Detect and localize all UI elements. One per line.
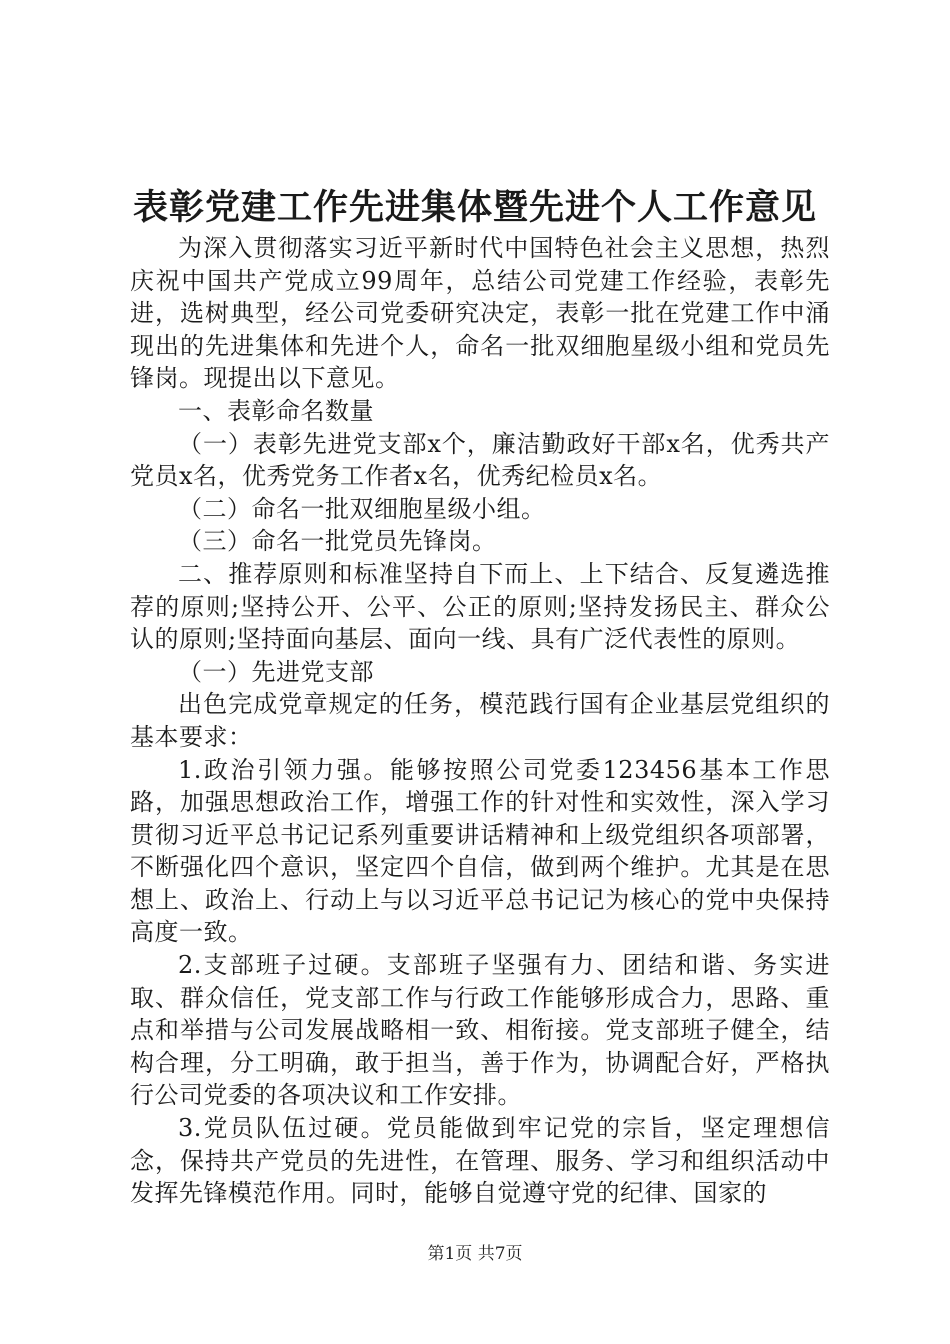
- list-item-3: （三）命名一批党员先锋岗。: [178, 527, 497, 556]
- intro-paragraph: 为深入贯彻落实习近平新时代中国特色社会主义思想，热烈庆祝中国共产党成立99周年，总结公司党建工作经验，表彰先进，选树典型，经公司党委研究决定，表彰一批在党建工作中涌现出的先进集体和先进个人，命名一批双细胞星级小组和党员先锋岗。现提出以下意见。: [130, 234, 830, 393]
- numbered-item-3: 3.党员队伍过硬。党员能做到牢记党的宗旨，坚定理想信念，保持共产党员的先进性，在管理、服务、学习和组织活动中发挥先锋模范作用。同时，能够自觉遵守党的纪律、国家的: [130, 1114, 830, 1208]
- document-title: 表彰党建工作先进集体暨先进个人工作意见: [132, 187, 817, 228]
- section-heading-2: 二、推荐原则和标准坚持自下而上、上下结合、反复遴选推荐的原则;坚持公开、公平、公正的原则;坚持发扬民主、群众公认的原则;坚持面向基层、面向一线、具有广泛代表性的原则。: [130, 559, 830, 654]
- numbered-item-1: 1.政治引领力强。能够按照公司党委123456基本工作思路，加强思想政治工作，增强工作的针对性和实效性，深入学习贯彻习近平总书记记系列重要讲话精神和上级党组织各项部署，不断强化四个意识，坚定四个自信，做到两个维护。尤其是在思想上、政治上、行动上与以习近平总书记记为核心的党中央保持高度一致。: [130, 755, 830, 947]
- document-body: [130, 232, 830, 1210]
- section-heading-1: 一、表彰命名数量: [178, 396, 374, 425]
- subsection-heading: （一）先进党支部: [178, 657, 374, 686]
- page-footer: 第1页 共7页: [427, 1244, 523, 1264]
- numbered-item-2: 2.支部班子过硬。支部班子坚强有力、团结和谐、务实进取、群众信任，党支部工作与行政工作能够形成合力，思路、重点和举措与公司发展战略相一致、相衔接。党支部班子健全，结构合理，分工明确，敢于担当，善于作为，协调配合好，严格执行公司党委的各项决议和工作安排。: [130, 951, 830, 1110]
- paragraph: 出色完成党章规定的任务，模范践行国有企业基层党组织的基本要求：: [130, 690, 830, 751]
- list-item-1: （一）表彰先进党支部x个，廉洁勤政好干部x名，优秀共产党员x名，优秀党务工作者x名，优秀纪检员x名。: [130, 429, 830, 491]
- list-item-2: （二）命名一批双细胞星级小组。: [178, 494, 546, 523]
